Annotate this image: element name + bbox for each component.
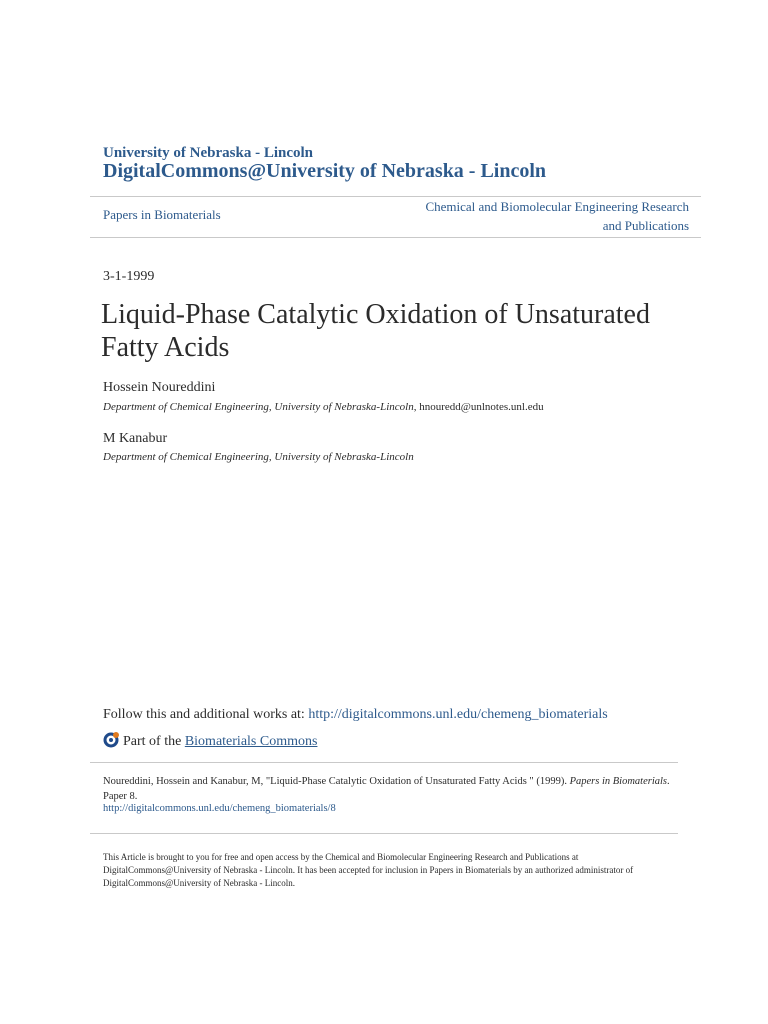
article-title-line1: Liquid-Phase Catalytic Oxidation of Unsaturated	[101, 299, 650, 330]
author-email: , hnouredd@unlnotes.unl.edu	[413, 401, 544, 413]
affiliation-text: Department of Chemical Engineering, University of Nebraska-Lincoln	[103, 401, 414, 413]
part-of-line	[103, 731, 317, 753]
citation-divider	[90, 762, 678, 763]
follow-label: Follow this and additional works at:	[103, 707, 309, 722]
part-of-label: Part of the	[123, 734, 185, 749]
follow-line	[103, 707, 608, 723]
network-commons-icon	[103, 731, 120, 753]
institution-name: University of Nebraska - Lincoln	[103, 145, 313, 161]
affiliation-text: Department of Chemical Engineering, University of Nebraska-Lincoln	[103, 451, 414, 463]
citation-text: Noureddini, Hossein and Kanabur, M, "Liquid-Phase Catalytic Oxidation of Unsaturated Fatty Acids " (1999).	[103, 776, 570, 787]
notice-divider	[90, 833, 678, 834]
article-title	[101, 298, 701, 364]
recommended-citation	[103, 774, 683, 804]
author-name: Hossein Noureddini	[103, 380, 216, 395]
author-affiliation	[103, 401, 544, 413]
collection-link[interactable]: Papers in Biomaterials	[103, 207, 221, 222]
nav-divider	[90, 237, 701, 238]
article-title-line2: Fatty Acids	[101, 332, 230, 363]
citation-text-end: . Paper 8.	[103, 776, 670, 802]
citation-series: Papers in Biomaterials	[569, 776, 667, 787]
repository-name[interactable]: DigitalCommons@University of Nebraska - Lincoln	[103, 160, 547, 182]
biomaterials-commons-link[interactable]: Biomaterials Commons	[184, 734, 318, 749]
author-affiliation	[103, 451, 414, 463]
department-link-line1: Chemical and Biomolecular Engineering Research	[425, 199, 689, 214]
publication-date: 3-1-1999	[103, 269, 155, 284]
department-link-line2: and Publications	[602, 218, 689, 233]
collection-url-link[interactable]: http://digitalcommons.unl.edu/chemeng_biomaterials	[308, 707, 608, 722]
author-name: M Kanabur	[103, 431, 168, 446]
access-notice: This Article is brought to you for free and open access by the Chemical and Biomolecular Engineering Research and Publications at DigitalCommons@University of Nebraska - Lincoln. It has been accepted for inclusion in Papers in Biomaterials by an authorized administrator of DigitalCommons@University of Nebraska - Lincoln.	[103, 852, 634, 888]
department-link[interactable]	[369, 197, 689, 235]
citation-url-link[interactable]: http://digitalcommons.unl.edu/chemeng_biomaterials/8	[103, 803, 336, 814]
